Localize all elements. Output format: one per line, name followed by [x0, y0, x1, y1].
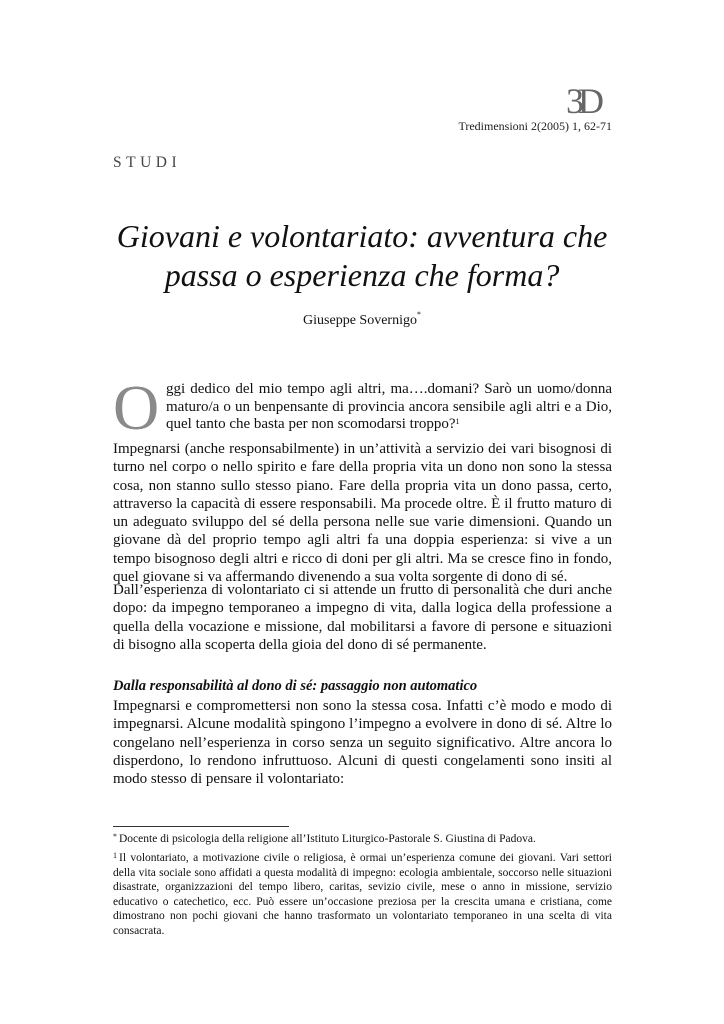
journal-reference: Tredimensioni 2(2005) 1, 62-71	[458, 119, 612, 133]
footnote	[113, 832, 612, 847]
svg-text:3D: 3D	[566, 81, 598, 120]
section-label: STUDI	[113, 154, 182, 171]
footnote-mark: *	[113, 832, 117, 841]
article-title: Giovani e volontariato: avventura che passa o esperienza che forma?	[116, 218, 608, 293]
footnote-mark: 1	[113, 851, 117, 860]
drop-cap: O	[113, 372, 160, 443]
intro-text: ggi dedico del mio tempo agli altri, ma….domani? Sarò un uomo/donna maturo/a o un benpensante di provincia ancora sensibile agli altri e a Dio, quel tanto che basta per non scomodarsi troppo?	[166, 381, 612, 432]
footnote-text: Docente di psicologia della religione all’Istituto Liturgico-Pastorale S. Giustina di Padova.	[119, 833, 536, 845]
footnote-ref-1[interactable]: 1	[455, 417, 460, 426]
journal-logo-mark	[566, 80, 614, 120]
intro-paragraph	[166, 381, 612, 434]
author-footnote-mark[interactable]: *	[416, 310, 421, 319]
section-heading: Dalla responsabilità al dono di sé: passaggio non automatico	[113, 678, 478, 694]
footnote	[113, 851, 612, 938]
author-name: Giuseppe Sovernigo	[303, 313, 417, 328]
body-paragraph: Impegnarsi (anche responsabilmente) in un’attività a servizio dei vari bisognosi di turno nel corpo o nello spirito e fare della propria vita un dono non sono la stessa cosa, non stanno sullo stesso piano. Fare della propria vita un dono passa, certo, attraverso la capacità di essere responsabili. Ma procede oltre. È il frutto maturo di un adeguato sviluppo del sé della persona nelle sue varie dimensioni. Quando un giovane dà del proprio tempo agli altri fa una doppia esperienza: si vive a un tempo bisognoso degli altri e ricco di doni per gli altri. Ma se cresce fino in fondo, quel giovane si va affermando divenendo a sua volta sorgente di dono di sé.	[113, 441, 612, 586]
footnote-text: Il volontariato, a motivazione civile o religiosa, è ormai un’esperienza comune dei giovani. Vari settori della vita sociale sono affidati a questa modalità di impegno: ecologia ambientale, soccorso nelle situazioni disastrate, organizzazioni del tempo libero, caritas, sevizio civile, mese o anno in missione, servizio educativo o catechetico, ecc. Può essere un’occasione preziosa per la crescita umana e cristiana, come dimostrano non pochi giovani che hanno trasformato un volontariato temporaneo in una scelta di vita consacrata.	[113, 852, 612, 937]
body-paragraph: Impegnarsi e compromettersi non sono la stessa cosa. Infatti c’è modo e modo di impegnarsi. Alcune modalità spingono l’impegno a evolvere in dono di sé. Altre lo congelano nell’esperienza in corso senza un seguito significativo. Altre ancora lo disperdono, lo rendono infruttuoso. Alcuni di questi congelamenti sono insiti al modo stesso di pensare il volontariato:	[113, 698, 612, 788]
author-line	[0, 310, 724, 329]
journal-logo	[566, 80, 614, 120]
body-paragraph: Dall’esperienza di volontariato ci si attende un frutto di personalità che duri anche dopo: da impegno temporaneo a impegno di vita, dalla logica della professione a quella della vocazione e missione, dal mobilitarsi a favore di persone e situazioni di bisogno alla scoperta della gioia del dono di sé permanente.	[113, 582, 612, 653]
footnote-divider	[113, 826, 289, 827]
